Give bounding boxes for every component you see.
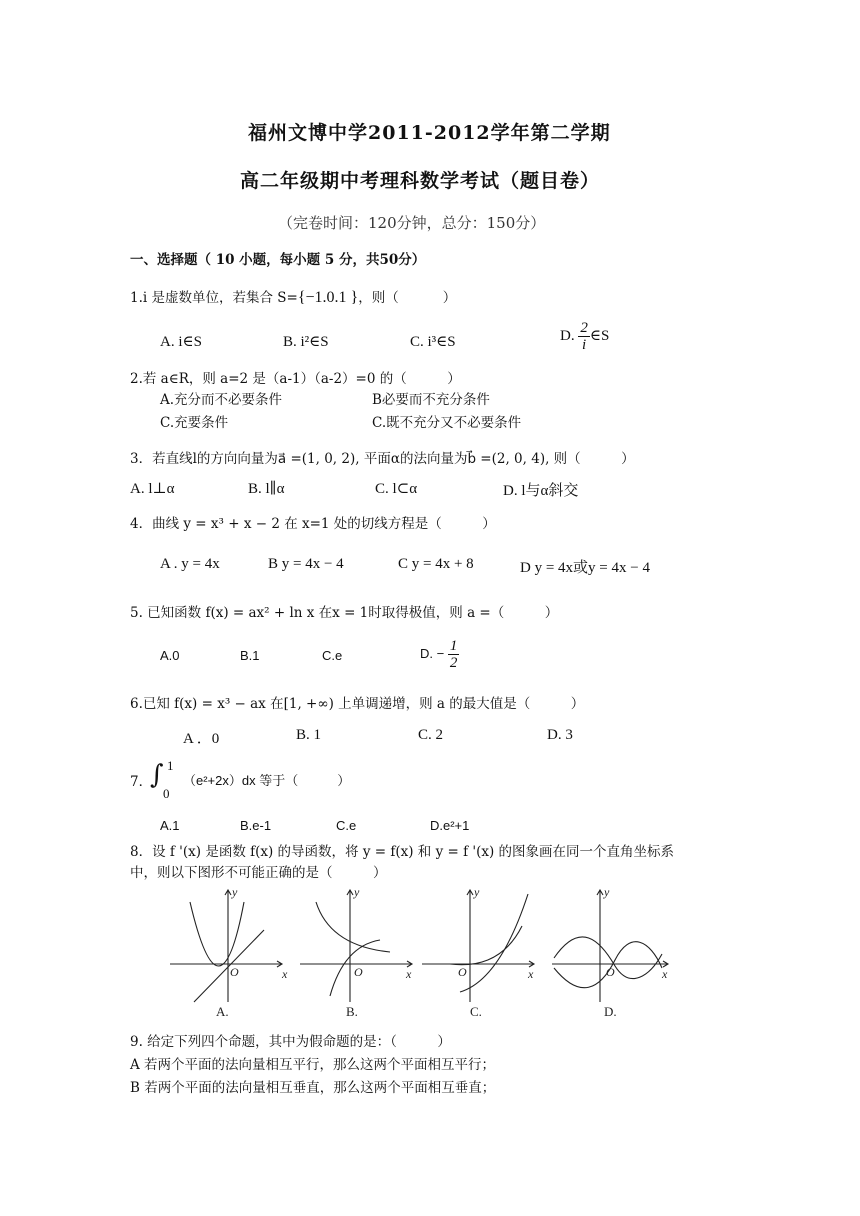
question-1-option-d-fraction: [578, 320, 590, 353]
question-6-option-a: A ．0: [183, 731, 220, 747]
question-1-stem: [130, 286, 456, 307]
question-8-stem-line1: 8．设 f '(x) 是函数 f(x) 的导函数，将 y = f(x) 和 y = f '(x) 的图象画在同一个直角坐标系: [130, 844, 675, 860]
question-7-option-d: D.e²+1: [430, 818, 470, 833]
question-1-text-b: ，则（: [358, 290, 399, 306]
integral-sign-icon: ∫: [150, 760, 164, 790]
question-1-paren: ）: [442, 290, 457, 306]
fraction-numerator: 2: [580, 320, 588, 336]
question-7-option-a: A.1: [160, 818, 180, 833]
question-2-stem: 2.若 a∈R，则 a=2 是（a-1）（a-2）=0 的（ ）: [130, 371, 461, 387]
question-1-option-c: C. i³∈S: [410, 334, 456, 350]
graph-a-x-label: x: [282, 967, 288, 981]
question-2-option-b: B必要而不充分条件: [372, 392, 490, 408]
graph-a-y-label: y: [232, 885, 238, 899]
question-5-option-d-fraction: [448, 638, 460, 671]
graph-c-y-label: y: [474, 885, 480, 899]
question-8-stem-line2: 中，则以下图形不可能正确的是（ ）: [130, 865, 387, 881]
integral-lower-limit: 0: [163, 786, 170, 801]
question-2-option-c: C.充要条件: [160, 415, 229, 431]
question-7-option-c: C.e: [336, 818, 357, 833]
graph-d-origin: O: [606, 965, 615, 979]
question-5-option-a: A.0: [160, 648, 180, 663]
question-2-option-a: A.充分而不必要条件: [160, 392, 283, 408]
graph-d-label: D.: [604, 1004, 617, 1019]
question-9-stem: 9. 给定下列四个命题，其中为假命题的是：（ ）: [130, 1034, 451, 1050]
fraction-denominator: 2: [449, 655, 458, 671]
graph-c: [422, 890, 534, 1002]
question-5-option-d: [420, 638, 459, 671]
question-6-option-b: B. 1: [296, 727, 322, 743]
question-1-set: {−1.0.1 }: [297, 289, 359, 306]
exam-subtitle: （完卷时间：120分钟，总分：150分）: [278, 214, 546, 232]
question-4-option-a: A . y = 4x: [160, 556, 220, 572]
question-3-option-b: B. l∥α: [248, 481, 285, 497]
question-5-option-c: C.e: [322, 648, 343, 663]
question-5-stem: 5. 已知函数 f(x) = ax² + ln x 在x = 1时取得极值，则 a =（ ）: [130, 605, 559, 621]
question-2-option-d: C.既不充分又不必要条件: [372, 415, 522, 431]
exam-title-school: 福州文博中学2011-2012学年第二学期: [248, 122, 611, 144]
question-1-option-a: A. i∈S: [160, 334, 202, 350]
graph-b: [300, 890, 412, 1002]
graph-b-origin: O: [354, 965, 363, 979]
question-1-option-d-prefix: D.: [560, 327, 575, 344]
question-3-option-d: D. l与α斜交: [503, 483, 579, 499]
question-4-option-d: D y = 4x或y = 4x − 4: [520, 560, 650, 576]
question-7-option-b: B.e-1: [240, 818, 272, 833]
question-7-prefix: 7．: [130, 774, 153, 790]
question-4-stem: 4．曲线 y = x³ + x − 2 在 x=1 处的切线方程是（ ）: [130, 516, 496, 532]
question-8-graphs: [160, 880, 680, 1022]
graph-c-x-label: x: [528, 967, 534, 981]
question-9-option-a: A 若两个平面的法向量相互平行，那么这两个平面相互平行；: [130, 1057, 496, 1073]
question-7-body: （e²+2x）dx 等于（ ）: [183, 773, 351, 788]
question-6-stem: 6.已知 f(x) = x³ − ax 在[1, +∞) 上单调递增，则 a 的最大值是（ ）: [130, 696, 585, 712]
graph-a: [170, 890, 282, 1002]
question-1-text: 1.i 是虚数单位，若集合 S=: [130, 290, 298, 306]
question-3-option-c: C. l⊂α: [375, 481, 418, 497]
question-5-option-b: B.1: [240, 648, 260, 663]
graph-b-y-label: y: [354, 885, 360, 899]
question-4-option-b: B y = 4x − 4: [268, 556, 344, 572]
question-1-option-d-suffix: ∈S: [589, 327, 610, 344]
question-3-stem: 3．若直线l的方向向量为a⃗ =(1, 0, 2), 平面α的法向量为b⃗ =(2, 0, 4), 则（ ）: [130, 451, 635, 467]
fraction-numerator: 1: [449, 638, 458, 654]
graph-a-origin: O: [230, 965, 239, 979]
graph-c-origin: O: [458, 965, 467, 979]
integral-upper-limit: 1: [167, 758, 174, 773]
graph-d: [552, 890, 668, 1002]
question-6-option-d: D. 3: [547, 727, 573, 743]
section-heading-choice: 一、选择题（ 10 小题，每小题 5 分，共50分）: [130, 252, 426, 268]
question-3-option-a: A. l⊥α: [130, 481, 175, 497]
question-1-option-b: B. i²∈S: [283, 334, 329, 350]
graph-c-label: C.: [470, 1004, 482, 1019]
question-9-option-b: B 若两个平面的法向量相互垂直，那么这两个平面相互垂直；: [130, 1080, 496, 1096]
question-1-option-d: [560, 320, 609, 353]
question-4-option-c: C y = 4x + 8: [398, 556, 474, 572]
exam-title-subject: 高二年级期中考理科数学考试（题目卷）: [240, 170, 601, 192]
fraction-denominator: i: [582, 337, 587, 353]
graph-d-y-label: y: [604, 885, 610, 899]
graph-a-label: A.: [216, 1004, 229, 1019]
graph-b-x-label: x: [406, 967, 412, 981]
graph-d-x-label: x: [662, 967, 668, 981]
question-6-option-c: C. 2: [418, 727, 444, 743]
graph-b-label: B.: [346, 1004, 358, 1019]
question-5-option-d-prefix: D. −: [420, 645, 445, 661]
